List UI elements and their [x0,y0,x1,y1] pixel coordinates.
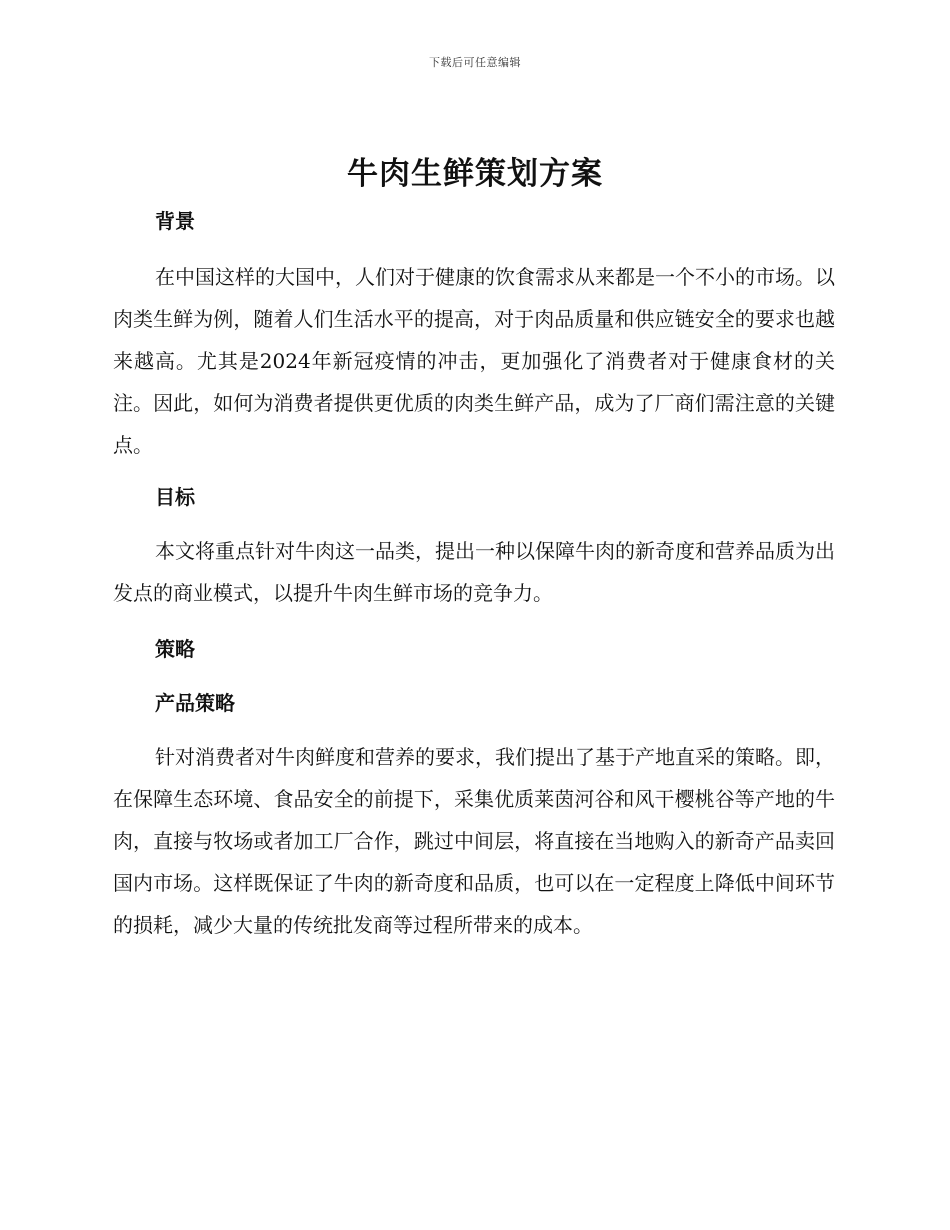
paragraph-goal: 本文将重点针对牛肉这一品类，提出一种以保障牛肉的新奇度和营养品质为出发点的商业模式，以提升牛肉生鲜市场的竞争力。 [113,539,835,605]
section-heading-goal: 目标 [155,485,195,509]
section-heading-background: 背景 [155,209,195,233]
header-note: 下载后可任意编辑 [429,56,521,69]
section-heading-product-strategy: 产品策略 [155,691,235,715]
paragraph-background: 在中国这样的大国中，人们对于健康的饮食需求从来都是一个不小的市场。以肉类生鲜为例，随着人们生活水平的提高，对于肉品质量和供应链安全的要求也越来越高。尤其是2024年新冠疫情的冲击，更加强化了消费者对于健康食材的关注。因此，如何为消费者提供更优质的肉类生鲜产品，成为了厂商们需注意的关键点。 [113,265,835,457]
paragraph-product-strategy: 针对消费者对牛肉鲜度和营养的要求，我们提出了基于产地直采的策略。即，在保障生态环境、食品安全的前提下，采集优质莱茵河谷和风干樱桃谷等产地的牛肉，直接与牧场或者加工厂合作，跳过中间层，将直接在当地购入的新奇产品卖回国内市场。这样既保证了牛肉的新奇度和品质，也可以在一定程度上降低中间环节的损耗，减少大量的传统批发商等过程所带来的成本。 [113,745,835,937]
section-heading-strategy: 策略 [155,637,195,661]
document-body [113,204,835,946]
document-title: 牛肉生鲜策划方案 [347,156,603,192]
